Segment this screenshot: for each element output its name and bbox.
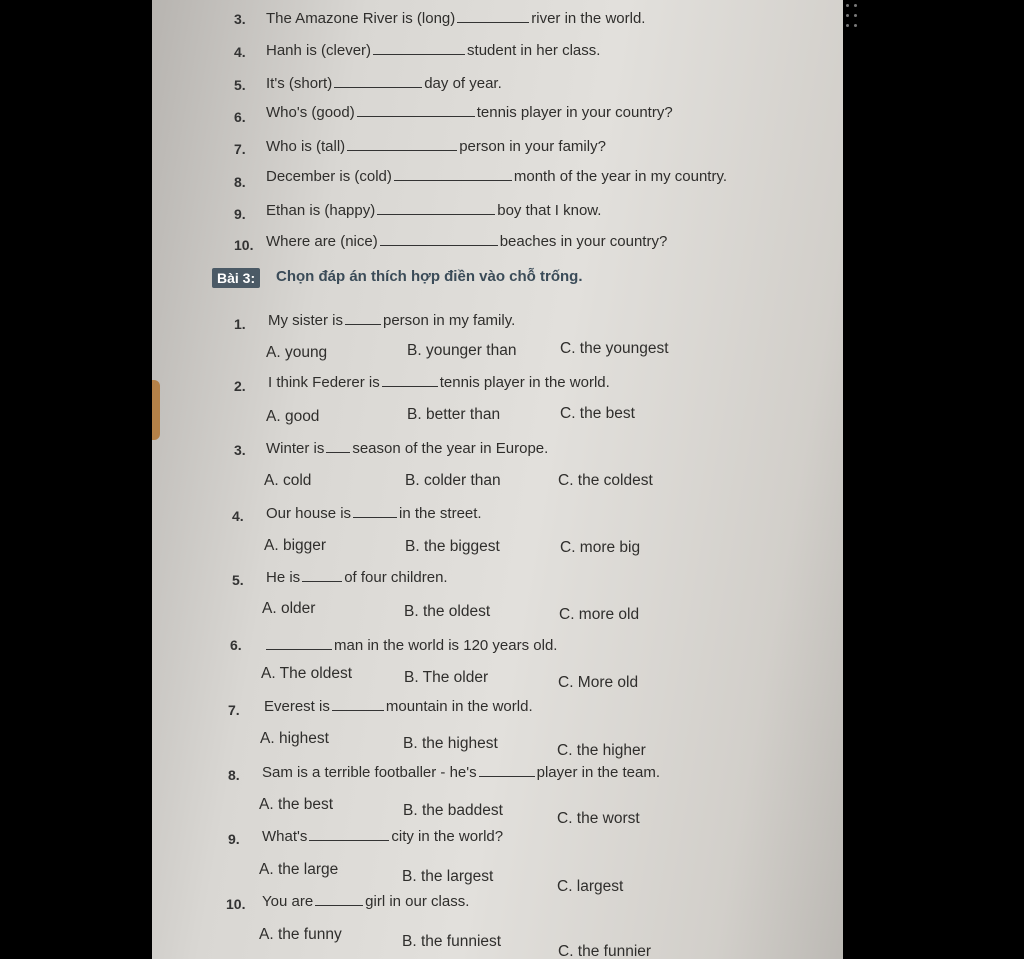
option-b: B. the biggest (405, 538, 500, 555)
option-c: C. largest (557, 878, 624, 895)
question-number: 9. (228, 831, 240, 847)
option-c: C. More old (558, 674, 639, 691)
question-number: 10. (226, 896, 246, 912)
question-line: Sam is a terrible footballer - he's player in the team. (262, 764, 661, 781)
question-line: You are girl in our class. (262, 893, 470, 910)
option-c: C. more old (559, 606, 640, 623)
item-number: 10. (234, 237, 254, 253)
option-b: B. the highest (403, 735, 498, 752)
option-b: B. younger than (407, 342, 517, 359)
option-a: A. highest (260, 730, 329, 747)
option-c: C. the youngest (560, 340, 669, 357)
question-number: 7. (228, 702, 240, 718)
option-b: B. The older (404, 669, 489, 686)
item-number: 6. (234, 109, 246, 125)
question-line: Winter is season of the year in Europe. (266, 440, 549, 457)
worksheet-photo (152, 0, 843, 959)
section-badge: Bài 3: (212, 268, 260, 288)
question-number: 1. (234, 316, 246, 332)
option-c: C. the funnier (558, 943, 652, 959)
option-a: A. older (262, 600, 316, 617)
question-number: 4. (232, 508, 244, 524)
option-b: B. the largest (402, 868, 494, 885)
question-line: Everest is mountain in the world. (264, 698, 533, 715)
option-a: A. good (266, 408, 320, 425)
item-number: 9. (234, 206, 246, 222)
exercise-line: Where are (nice) beaches in your country? (266, 233, 668, 250)
exercise-line: It's (short) day of year. (266, 75, 502, 92)
item-number: 7. (234, 141, 246, 157)
item-number: 5. (234, 77, 246, 93)
option-a: A. cold (264, 472, 312, 489)
question-line: I think Federer is tennis player in the world. (268, 374, 610, 391)
question-number: 6. (230, 637, 242, 653)
question-number: 8. (228, 767, 240, 783)
question-line: Our house is in the street. (266, 505, 482, 522)
option-a: A. young (266, 344, 328, 361)
option-a: A. the funny (259, 926, 342, 943)
option-c: C. the worst (557, 810, 640, 827)
exercise-line: December is (cold) month of the year in my country. (266, 168, 728, 185)
question-number: 3. (234, 442, 246, 458)
option-c: C. more big (560, 539, 641, 556)
option-b: B. the oldest (404, 603, 491, 620)
exercise-line: Ethan is (happy) boy that I know. (266, 202, 602, 219)
section-title: Chọn đáp án thích hợp điền vào chỗ trống. (276, 268, 583, 285)
option-c: C. the coldest (558, 472, 653, 489)
item-number: 4. (234, 44, 246, 60)
option-b: B. colder than (405, 472, 501, 489)
question-number: 5. (232, 572, 244, 588)
exercise-line: The Amazone River is (long) river in the world. (266, 10, 646, 27)
option-b: B. the funniest (402, 933, 502, 950)
option-c: C. the higher (557, 742, 646, 759)
option-b: B. the baddest (403, 802, 503, 819)
exercise-line: Hanh is (clever) student in her class. (266, 42, 601, 59)
option-a: A. the best (259, 796, 334, 813)
option-a: A. The oldest (261, 665, 353, 682)
option-a: A. the large (259, 861, 339, 878)
option-a: A. bigger (264, 537, 327, 554)
page-edge-marks (842, 0, 872, 34)
question-line: My sister is person in my family. (268, 312, 516, 329)
item-number: 3. (234, 11, 246, 27)
exercise-line: Who's (good) tennis player in your country? (266, 104, 673, 121)
option-b: B. better than (407, 406, 501, 423)
exercise-line: Who is (tall) person in your family? (266, 138, 606, 155)
item-number: 8. (234, 174, 246, 190)
question-line: What's city in the world? (262, 828, 504, 845)
question-line: He is of four children. (266, 569, 448, 586)
option-c: C. the best (560, 405, 635, 422)
question-number: 2. (234, 378, 246, 394)
question-line: man in the world is 120 years old. (264, 637, 557, 654)
